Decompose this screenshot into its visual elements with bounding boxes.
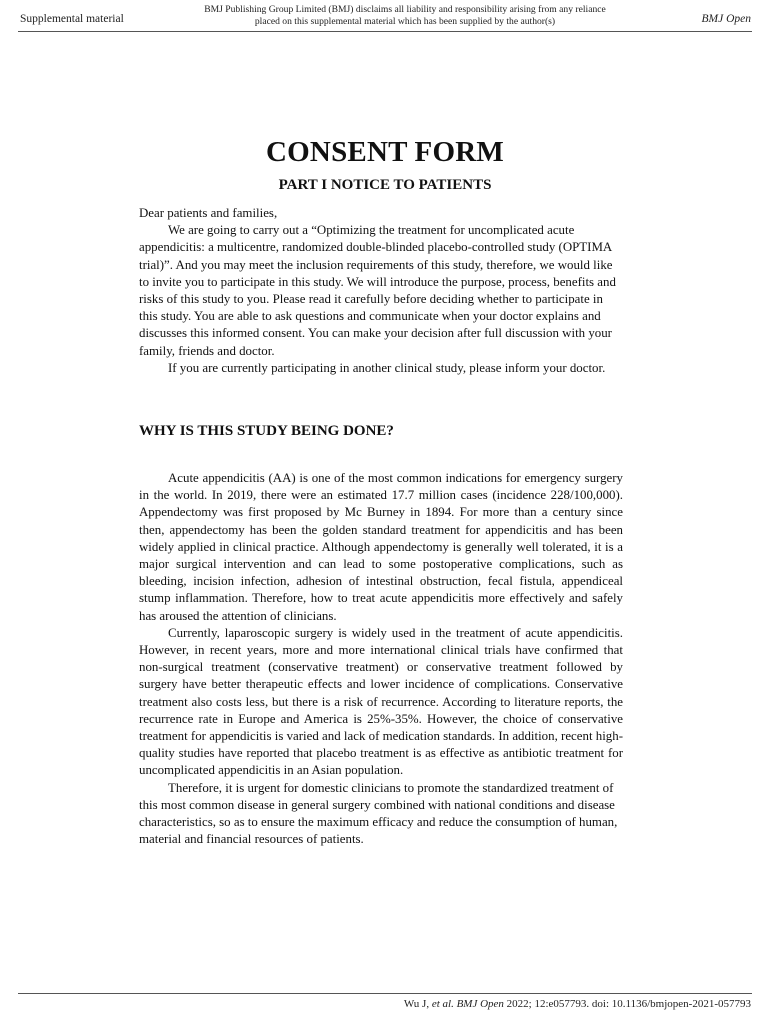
footer-authors: Wu J, (403, 998, 430, 1010)
page-title: CONSENT FORM (266, 136, 504, 168)
section-body (139, 470, 623, 848)
intro-section (139, 205, 623, 377)
section-paragraph-3: Therefore, it is urgent for domestic clinicians to promote the standardized treatment of this most common disease in general surgery combined with national conditions and disease characteristics, so as to ensure the maximum efficacy and reduce the consumption of human, material and financial resources of patients. (139, 780, 618, 847)
header-disclaimer-line-1: BMJ Publishing Group Limited (BMJ) disclaims all liability and responsibility arising from any reliance (204, 4, 606, 15)
section-heading: WHY IS THIS STUDY BEING DONE? (139, 423, 394, 439)
header-journal-name: BMJ Open (701, 13, 751, 25)
header-disclaimer (180, 4, 630, 28)
page-subtitle: PART I NOTICE TO PATIENTS (278, 177, 492, 193)
header-left-label: Supplemental material (20, 13, 124, 25)
intro-paragraph-1: We are going to carry out a “Optimizing the treatment for uncomplicated acute appendicitis: a multicentre, randomized double-blinded placebo-controlled study (OPTIMA trial)”. And you may meet the inclusion requirements of this study, therefore, we would like to invite you to participate in this study. We will introduce the purpose, process, benefits and risks of this study to you. Please read it carefully before deciding whether to participate in this study. You are able to ask questions and communicate when your doctor explains and discusses this informed consent. You can make your decision after full discussion with your family, friends and doctor. (139, 223, 616, 358)
footer-divider (18, 993, 752, 994)
intro-greeting: Dear patients and families, (139, 206, 278, 220)
section-paragraph-1: Acute appendicitis (AA) is one of the most common indications for emergency surgery in the world. In 2019, there were an estimated 17.7 million cases (incidence 228/100,000). Appendectomy was first proposed by Mc Burney in 1894. For more than a century since then, appendectomy has been the golden standard treatment for appendicitis and has been widely applied in clinical practice. Although appendectomy is generally well tolerated, it is a major surgical intervention and can lead to some postoperative complications, such as bleeding, incision infection, adhesion of intestinal obstruction, fecal fistula, appendiceal stump inflammation. Therefore, how to treat acute appendicitis more effectively and safely has aroused the attention of clinicians. (139, 471, 623, 623)
section-paragraph-2: Currently, laparoscopic surgery is widely used in the treatment of acute appendicitis. However, in recent years, more and more international clinical trials have confirmed that non-surgical treatment (conservative treatment) or conservative treatment followed by surgery have better therapeutic effects and lower incidence of complications. Conservative treatment also costs less, but there is a risk of recurrence. According to literature reports, the recurrence rate in Europe and America is 25%-35%. However, the choice of conservative treatment for appendicitis is varied and lack of medication standards. In addition, recent high-quality studies have reported that placebo treatment is as effective as antibiotic treatment for uncomplicated appendicitis in an Asian population. (139, 625, 623, 778)
intro-paragraph-2: If you are currently participating in another clinical study, please inform your doctor. (168, 360, 606, 375)
footer-journal: BMJ Open (456, 998, 504, 1010)
footer-citation (404, 998, 751, 1010)
footer-reference: 2022; 12:e057793. doi: 10.1136/bmjopen-2021-057793 (506, 998, 751, 1010)
footer-etal: et al. (431, 998, 454, 1010)
header-divider (18, 31, 752, 32)
header-disclaimer-line-2: placed on this supplemental material which has been supplied by the author(s) (254, 16, 556, 27)
